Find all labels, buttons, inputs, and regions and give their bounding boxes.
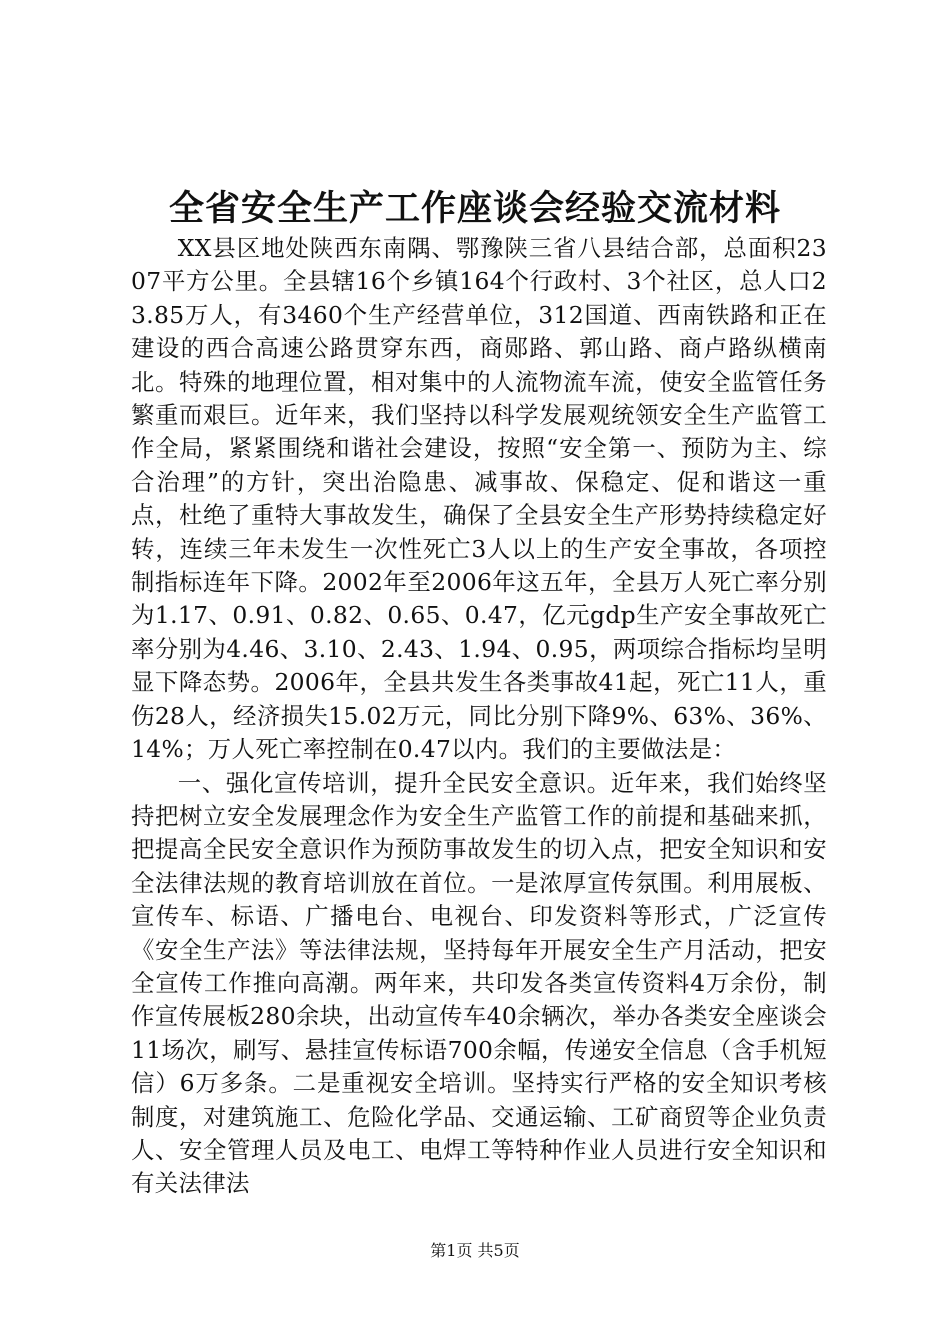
intro-paragraph: XX县区地处陕西东南隅、鄂豫陕三省八县结合部，总面积2307平方公里。全县辖16个乡镇164个行政村、3个社区，总人口23.85万人，有3460个生产经营单位，312国道、西南铁路和正在建设的西合高速公路贯穿东西，商郧路、郭山路、商卢路纵横南北。特殊的地理位置，相对集中的人流物流车流，使安全监管任务繁重而艰巨。近年来，我们坚持以科学发展观统领安全生产监管工作全局，紧紧围绕和谐社会建设，按照“安全第一、预防为主、综合治理”的方针，突出治隐患、减事故、保稳定、促和谐这一重点，杜绝了重特大事故发生，确保了全县安全生产形势持续稳定好转，连续三年未发生一次性死亡3人以上的生产安全事故，各项控制指标连年下降。2002年至2006年这五年，全县万人死亡率分别为1.17、0.91、0.82、0.65、0.47，亿元gdp生产安全事故死亡率分别为4.46、3.10、2.43、1.94、0.95，两项综合指标均呈明显下降态势。2006年，全县共发生各类事故41起，死亡11人，重伤28人，经济损失15.02万元，同比分别下降9%、63%、36%、14%；万人死亡率控制在0.47以内。我们的主要做法是： [131,234,827,764]
document-title: 全省安全生产工作座谈会经验交流材料 [168,188,781,229]
document-body [131,232,827,1201]
section-one-paragraph: 一、强化宣传培训，提升全民安全意识。近年来，我们始终坚持把树立安全发展理念作为安全生产监管工作的前提和基础来抓，把提高全民安全意识作为预防事故发生的切入点，把安全知识和安全法律法规的教育培训放在首位。一是浓厚宣传氛围。利用展板、宣传车、标语、广播电台、电视台、印发资料等形式，广泛宣传《安全生产法》等法律法规，坚持每年开展安全生产月活动，把安全宣传工作推向高潮。两年来，共印发各类宣传资料4万余份，制作宣传展板280余块，出动宣传车40余辆次，举办各类安全座谈会11场次，刷写、悬挂宣传标语700余幅，传递安全信息（含手机短信）6万多条。二是重视安全培训。坚持实行严格的安全知识考核制度，对建筑施工、危险化学品、交通运输、工矿商贸等企业负责人、安全管理人员及电工、电焊工等特种作业人员进行安全知识和有关法律法 [131,768,827,1198]
page-footer: 第1页 共5页 [430,1241,520,1260]
